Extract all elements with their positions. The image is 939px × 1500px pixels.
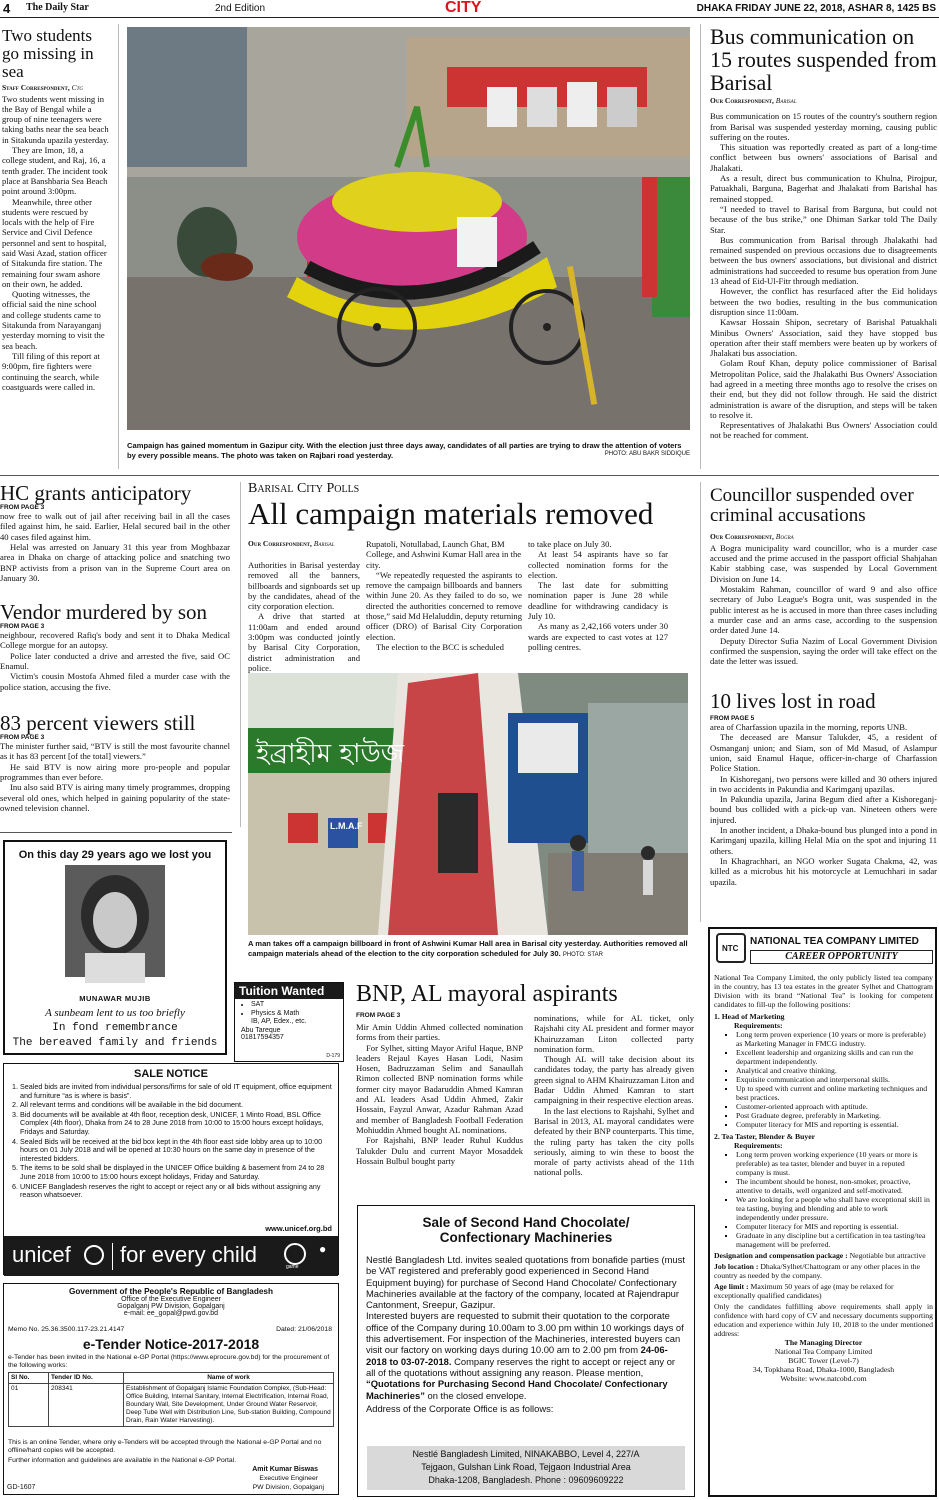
tender-table: Sl No. Tender ID No. Name of work 01 208341 Establishment of Gopalganj Islamic Foundation Complex, (Sub-Head: Office Building, Internal Sanitary, Internal Electrification, Internal Road, Boundary Wall, Site Development, Under Ground Water Reservoir, Deep Tube Well with Distribution Line, Sub-station Building, Compound Drain, Rain Water Harvesting). [8,1372,334,1427]
notice-heading: SALE NOTICE [134,1068,208,1080]
memoriam-line3: The bereaved family and friends [12,1037,218,1049]
byline: Our Correspondent, Bogra [710,531,794,541]
photo-caption-barisal: A man takes off a campaign billboard in front of Ashwini Kumar Hall area in Barisal city yesterday. Authorities removed all campaign materials ahead of the election to the city corporation scheduled for July 30. PHOTO: STAR [248,939,688,958]
page-number: 4 [3,1,11,16]
signer-title: Executive Engineer [259,1475,318,1482]
signer-division: PW Division, Gopalganj [252,1484,324,1491]
game-label: game [286,1264,299,1270]
body: A Bogra municipality ward councillor, who is a murder case accused and the prime accused in the passport official Shahjahan Kabir stabbing case, was suspended by Local Government Division on June 14. Mostakim Rahman, councillor of ward 9 and also office secretary of Jubo League's Bogra unit, was suspended in the public interest as he is accused in more than three cases including a murder case and an arms case, according to the suspension order dated June 14. Deputy Director Sufia Nazim of Local Government Division confirmed the suspension, saying the order will take effect on the date the letter was issued. [710,542,937,667]
signer-name: Amit Kumar Biswas [252,1466,318,1473]
article-campaign-removed [248,482,693,672]
ntc-body: National Tea Company Limited, the only publicly listed tea company in the country, has 13 tea estates in the greater Sylhet and Chattogram Division with its brand “National Tea” is looking for competent candidates to fill-up the following positions: 1. Head of Marketing Requirements: ▪ Long term proven experience (10 years or more is preferable) as Marketing Manager in FMCG industry. ▪ Excellent leadership and organizing skills and can run the department independently. ▪ Analytical and creative thinking. ▪ Exquisite communication and interpersonal skills. ▪ Up to speed with current and online marketing techniques and best practices. ▪ Customer-oriented approach with aptitude. ▪ Post Graduate degree, preferably in Marketing. ▪ Computer literacy for MIS and reporting is essential. 2. Tea Taster, Blender & Buyer Requirements: ▪ Long term proven working experience (10 years or more is preferable) as tea taster, blender and buyer in a reputed company is must. ▪ The incumbent should be honest, non-smoker, proactive, attentive to details, well organized and self-motivated. ▪ We are looking for a people who shall have exceptional skill in tea tasting, buying and blending and able to work independently under pressure. ▪ Computer literacy for MIS and reporting is essential. ▪ Graduate in any discipline but a certification in tea tasting/tea management will be preferred. Designation and compensation package : Negotiable but attractive Job location : Dhaka/Sylhet/Chattogram or any other places in the country as needed by the company. Age limit : Maximum 50 years of age (may be relaxed for exceptionally qualified candidates) Only the candidates fulfilling above requirements shall apply in confidence with hard copy of CV and necessary documents supporting education and experience within July 10, 2018 to the under mentioned address: The Managing Director National Tea Company Limited BGIC Tower (Level-7) 34, Topkhana Road, Dhaka-1000, Bangladesh Website: www.natcobd.com [714,973,933,1383]
jump-line: FROM PAGE 3 [0,734,45,742]
body: Bus communication on 15 routes of the country's southern region from Barisal was suspended yesterday morning, causing public suffering on the routes. This situation was reportedly created as part of a long-time conflict between bus owners' associations of Barisal and Jhalakati. As a result, direct bus communication to Khulna, Pirojpur, Patuakhali, Barguna, Bagerhat and Jhalakati from Barishal has remained stopped. “I needed to travel to Barisal from Barguna, but could not because of the bus strike,” one Dhiman Sarkar told The Daily Star. Bus communication from Barisal through Jhalakathi had remained suspended on previous occasions due to disagreements between the bus owners' associations, but divisional and district administrations had succeeded to resume bus operation from June 13 ahead of Eid-Ul-Fitr through mediation. However, the conflict has resurfaced after the Eid holidays between the two bodies, resulting in the bus communication disruption since 11:00am. Kawsar Hossain Shipon, secretary of Barishal Patuakhali Minibus Owners' Association, said they have stopped bus operation after their staff members were beaten up by workers of Jhalakati bus association. Golam Rouf Khan, deputy police commissioner of Barisal Metropolitan Police, said the Jhalakathi Bus Owners' Association had agreed in a meeting three months ago to resolve the crises on their end, but they did not follow through. He said the district administration is aware of the disruption, and steps will be taken to resolve it. Representatives of Jhalakathi Bus Owners' Association could not be reached for comment. [710,111,937,441]
body-col-2: nominations, while for AL ticket, only Rajshahi city AL president and former mayor Khairuzzaman Liton collected party nomination form. Though AL will take decision about its candidates today, the party has already given green signal to AHM Khairuzzaman Liton and Badar Uddin Ahmed Kamran to start campaigning in their respective election areas. In the last elections to Rajshahi, Sylhet and Barisal in 2013, AL mayoral candidates were defeated by their BNP counterparts. This time, the ruling party has taken the city polls seriously, aiming to win these to boost the morale of party activists ahead of the 11th national polls. [534,1013,694,1178]
article-councillor-suspended [710,486,937,681]
article-bus-communication [710,25,937,469]
photo-caption-gazipur: Campaign has gained momentum in Gazipur city. With the election just three days away, candidates of all parties are trying to draw the attention of voters by every possible means. The photo was taken on Rajbari road yesterday. PHOTO: ABU BAKR SIDDIQUE [127,441,690,460]
headline: 10 lives lost in road [710,689,876,713]
headline: All campaign materials removed [248,495,654,531]
billboard-photo-image [248,673,688,935]
article-hc-grants [0,482,230,592]
masthead-logo: The Daily Star [26,2,89,13]
tender-note-online: This is an online Tender, where only e-Tenders will be accepted through the National e-GP Portal and no offline/hard copies will be accepted. [8,1439,322,1454]
tender-intro: e-Tender has been invited in the National e-GP Portal (https://www.eprocure.gov.bd) for the procurement of the following works: [8,1354,330,1369]
ad-code: D-179 [326,1053,340,1059]
address-box: Nestlé Bangladesh Limited, NINAKABBO, Level 4, 227/A Tejgaon, Gulshan Link Road, Tejgaon Industrial Area Dhaka-1208, Bangladesh. Phone : 09609609222 [367,1446,685,1490]
unicef-tagline: for every child [120,1242,257,1267]
ad-tuition-wanted [234,982,344,1062]
headline: Vendor murdered by son [0,600,208,624]
memo-number: Memo No. 25.36.3500.117-23.21.4147 [8,1326,125,1333]
nestle-body-2: Interested buyers are requested to submit their quotation to the corporate office of the Company during 10.00am to 3.00 pm within 10 workings days of this advertisement. For inspection of the Machineries, interested buyers can visit our factory on working days during 10.00 am to 2.00 pm from 24-06-2018 to 03-07-2018. Company reserves the right to accept or reject any or all of the quotations without assigning any reason. Please mention, “Quotations for Purchasing Second Hand Chocolate/ Confectionary Machineries” on the closed envelope. [366,1310,684,1401]
ad-etender-notice [3,1283,339,1495]
body: neighbour, recovered Rafiq's body and sent it to Dhaka Medical College morgue for an autopsy. Police later conducted a drive and arrested the five, said OC Enamul. Victim's cousin Mostofa Ahmed filed a murder case with the police station, accusing the five. [0,630,230,692]
building-sign-text: ইব্রাহীম হাউজ [256,739,405,769]
memoriam-name: MUNAWAR MUJIB [79,994,151,1003]
ntc-website-link[interactable]: Website: www.natcobd.com [780,1374,867,1383]
byline: Staff Correspondent, Ctg [2,82,83,92]
game-logo-icon [284,1243,306,1265]
body: Two students went missing in the Bay of Bengal while a group of nine teenagers were taking baths near the sea beach in Sitakunda upazila yesterday. They are Imon, 18, a college student, and Raj, 16, a tenth grader. The incident took place at Banshbaria Sea Beach point around 3:00pm. Meanwhile, three other students were rescued by locals with the help of Fire Service and Civil Defence personnel and sent to hospital, said Wasi Azad, station officer of Sitakunda fire station. The remaining four swam ashore on their own, he added. Quoting witnesses, the official said the nine school and college students came to Sitakunda from Narayanganj yesterday morning to visit the sea beach. Till filing of this report at 9:00pm, fire fighters were continuing the search, while coastguards were called in. [2,93,109,392]
headline: Two students go missing in sea [2,26,94,81]
headline: Councillor suspended over criminal accusations [710,485,914,526]
division-line: Gopalganj PW Division, Gopalganj [117,1303,225,1310]
column-divider [240,482,241,827]
apple-icon: ● [319,1242,327,1256]
ad-nestle-machineries [357,1205,695,1497]
office-line: Office of the Executive Engineer [121,1296,221,1303]
ad-code: GD-1607 [7,1484,36,1491]
divider [0,832,232,833]
memo-date: Dated: 21/06/2018 [276,1326,332,1333]
notice-items: 1. Sealed bids are invited from individual persons/firms for sale of old IT equipment, office equipment and furniture “as is where is basis”. 2. All relevant terms and conditions will be available in the bid document. 3. Bid documents will be available at 4th floor, reception desk, UNICEF, 1 Minto Road, BSL Office Complex (4th floor), Dhaka from 24 to 28 June 2018 from 10:00 to 15:00 hours except holidays, Fridays and Saturday. 4. Sealed Bids will be received at the bid box kept in the 4th floor east side lobby area up to 10:00 hours on 01 July 2018 and will be opened at 10:30 hours on the same day in presence of the interested bidders. 5. The items to be sold shall be displayed in the UNICEF Office building & basement from 24 to 28 June 2018 from 10:00 to 15:00 hours except holidays, Friday and Saturday. 6. UNICEF Bangladesh reserves the right to accept or reject any or all bids without assigning any reason whatsoever. [8,1083,332,1200]
memoriam-line1: A sunbeam lent to us too briefly [45,1007,185,1019]
headline: 83 percent viewers still [0,711,196,735]
article-vendor-murdered [0,601,230,701]
byline: Our Correspondent, Barisal [248,539,335,549]
tuition-subjects: • SAT • Physics & Math IB, AP, Edex., etc. [235,1001,343,1027]
masthead [0,0,939,18]
column-divider [700,24,701,469]
edition-label: 2nd Edition [215,3,266,14]
memoriam-line2: In fond remembrance [52,1022,178,1034]
ntc-logo-icon: NTC [716,933,746,963]
body: now free to walk out of jail after receiving bail in all the cases filed against him, he said. Earlier, Helal secured bail in the other 40 cases filed against him. Helal was arrested on January 31 this year from Moghbazar area in Dhaka on charge of attacking police and snatching two BNP activists from a prison van in the Supreme Court area on January 30. [0,511,230,583]
ad-unicef-sale-notice [3,1063,339,1275]
article-bnp-al-aspirants [356,982,696,1200]
article-road-accidents [710,690,937,910]
photo-barisal-billboard [248,673,688,935]
headline: BNP, AL mayoral aspirants [356,981,618,1007]
byline: Our Correspondent, Barisal [710,96,797,106]
ad-national-tea-company [708,927,937,1497]
unicef-url-link[interactable]: www.unicef.org.bd [265,1224,332,1233]
jump-line: FROM PAGE 3 [356,1012,401,1020]
body-col-1: Mir Amin Uddin Ahmed collected nomination forms from their parties. For Sylhet, sitting Mayor Ariful Haque, BNP leaders Rejaul Kayes Hasan Lodi, Nasim Hosen, Badruzzaman Selim and Sanaullah Rimon collected BNP nomination forms while former city mayor Badaruddin Ahmed Kamran and AL leaders Asad Uddin Ahmed, Zakir Hossain, Fayzul Anwar, Azadur Rahman Azad and member of Bangladesh Football Federation Mohiuddin Ahmed bought AL nominations. For Rajshahi, BNP leader Ruhul Kuddus Talukder Dulu and current Mayor Mosaddek Hossain Bulbul bought party [356,1022,523,1166]
body: area of Charfassion upazila in the morning, reports UNB. The deceased are Mansur Talukder, 45, a resident of Osmanganj union; and Siam, son of Md Masud, of Aslampur union, said Enamul Haque, officer-in-charge of Charfassion Police Station. In Kishoreganj, two persons were killed and 30 others injured in two accidents in Pakundia and Karimganj upazilas. In Pakundia upazila, Jarina Begum died after a Kishoreganj-bound bus collided with a pick-up van. Nineteen others were injured. In another incident, a Dhaka-bound bus plunged into a pond in Karimganj upazila, killing Helal Mia on the spot and injuring 11 others. In Khagrachhari, an NGO worker Sugata Chakma, 42, was killed as a microbus hit his motorcycle at Lemuchhari in sadar upazila. [710,722,937,887]
requirements-list-1: ▪ Long term proven experience (10 years or more is preferable) as Marketing Manager in FMCG industry. ▪ Excellent leadership and organizing skills and can run the department independently. ▪ Analytical and creative thinking. ▪ Exquisite communication and interpersonal skills. ▪ Up to speed with current and online marketing techniques and best practices. ▪ Customer-oriented approach with aptitude. ▪ Post Graduate degree, preferably in Marketing. ▪ Computer literacy for MIS and reporting is essential. [714,1030,933,1129]
section-title: CITY [445,0,482,16]
unicef-banner [4,1236,338,1276]
banner-divider [112,1243,113,1270]
designation: Designation and compensation package : Negotiable but attractive [714,1251,926,1260]
memoriam-heading: On this day 29 years ago we lost you [18,849,212,861]
column-divider [118,24,119,469]
unicef-globe-icon [84,1245,104,1265]
photo-gazipur-rickshaw [127,27,690,430]
tender-note-info: Further information and guidelines are available in the National e-GP Portal. [8,1457,237,1464]
body: The minister further said, “BTV is still the most favourite channel as it has 83 percent [of the total] viewers.” He said BTV is now airing more pro-people and popular programmes than ever before. Inu also said BTV is airing many timely programmes, dropping several old ones, which helped in gaining popularity of the state-owned television channel. [0,741,230,813]
rickshaw-photo-image [127,27,690,430]
kicker: Barisal City Polls [248,481,360,496]
poster-text: L.M.A.F [330,821,363,831]
ad-in-memoriam [3,840,227,1055]
headline: HC grants anticipatory [0,481,192,505]
dateline: DHAKA FRIDAY JUNE 22, 2018, ASHAR 8, 1425 BS [696,3,936,14]
tutor-name: Abu Tareque [241,1026,281,1034]
headline: Bus communication on 15 routes suspended from Barisal [710,24,937,96]
nestle-body: Nestlé Bangladesh Ltd. invites sealed quotations from bonafide parties (must be VAT registered and preferably good experienced in Second Hand Equipment buying) for purchase of Second Hand Chocolate/ Confectionary Machineries available at the factory of the company, located at Rajendrapur Cantonment, Sreepur, Gazipur. [366,1254,685,1311]
body-col-3: to take place on July 30. At least 54 aspirants have so far collected nomination forms for the election. The last date for submitting nomination paper is June 28 while deadline for withdrawing candidacy is July 10. As many as 2,42,166 voters under 30 wards are expected to cast votes at 127 polling centres. [528,539,668,652]
jump-line: FROM PAGE 5 [710,715,755,723]
divider [0,475,939,476]
jump-line: FROM PAGE 3 [0,504,45,512]
article-students-missing [2,27,110,467]
address-label: Address of the Corporate Office is as follows: [366,1402,554,1414]
body-col-1: Authorities in Barisal yesterday removed all the banners, billboards and signboards set up by the candidates, ahead of the city corporation election. A drive that started at 11:00am and ended around 3:00pm was conducted jointly by Barisal City Corporation, district administration and police. [248,560,360,673]
article-btv-viewers [0,712,230,827]
email-line: e-mail: ee_gopal@pwd.gov.bd [123,1310,219,1317]
govt-heading: Government of the People's Republic of Bangladesh [69,1287,273,1296]
tuition-heading: Tuition Wanted [235,983,343,999]
nestle-title-1: Sale of Second Hand Chocolate/ [422,1215,630,1230]
body-col-2: Rupatoli, Notullabad, Launch Ghat, BM College, and Ashwini Kumar Hall area in the city. “We repeatedly requested the aspirants to remove the campaign billboards and banners within June 20. As they failed to do so, we directed the authorities concerned to remove those,” said Md Helaluddin, deputy returning officer (DRO) of Barisal City Corporation election. The election to the BCC is scheduled [366,539,522,652]
tender-title: e-Tender Notice-2017-2018 [82,1336,260,1352]
column-divider [700,482,701,922]
jump-line: FROM PAGE 3 [0,623,45,631]
tutor-phone: 01817594357 [241,1033,284,1041]
ntc-banner: CAREER OPPORTUNITY [750,950,933,964]
age-limit: Age limit : Maximum 50 years of age (may be relaxed for exceptionally qualified candidates) [714,1282,894,1300]
requirements-list-2: ▪ Long term proven working experience (10 years or more is preferable) as tea taster, blender and buyer in a reputed company is must. ▪ The incumbent should be honest, non-smoker, proactive, attentive to details, well organized and self-motivated. ▪ We are looking for a people who shall have exceptional skill in tea tasting, buying and blending and able to work independently under pressure. ▪ Computer literacy for MIS and reporting is essential. ▪ Graduate in any discipline but a certification in tea tasting/tea management will be preferred. [714,1150,933,1249]
unicef-brand: unicef [12,1242,71,1267]
nestle-title-2: Confectionary Machineries [439,1230,613,1245]
portrait-photo [65,865,165,977]
job-location: Job location : Dhaka/Sylhet/Chattogram or any other places in the country as needed by the company. [714,1262,921,1280]
ntc-company-name: NATIONAL TEA COMPANY LIMITED [750,936,919,947]
